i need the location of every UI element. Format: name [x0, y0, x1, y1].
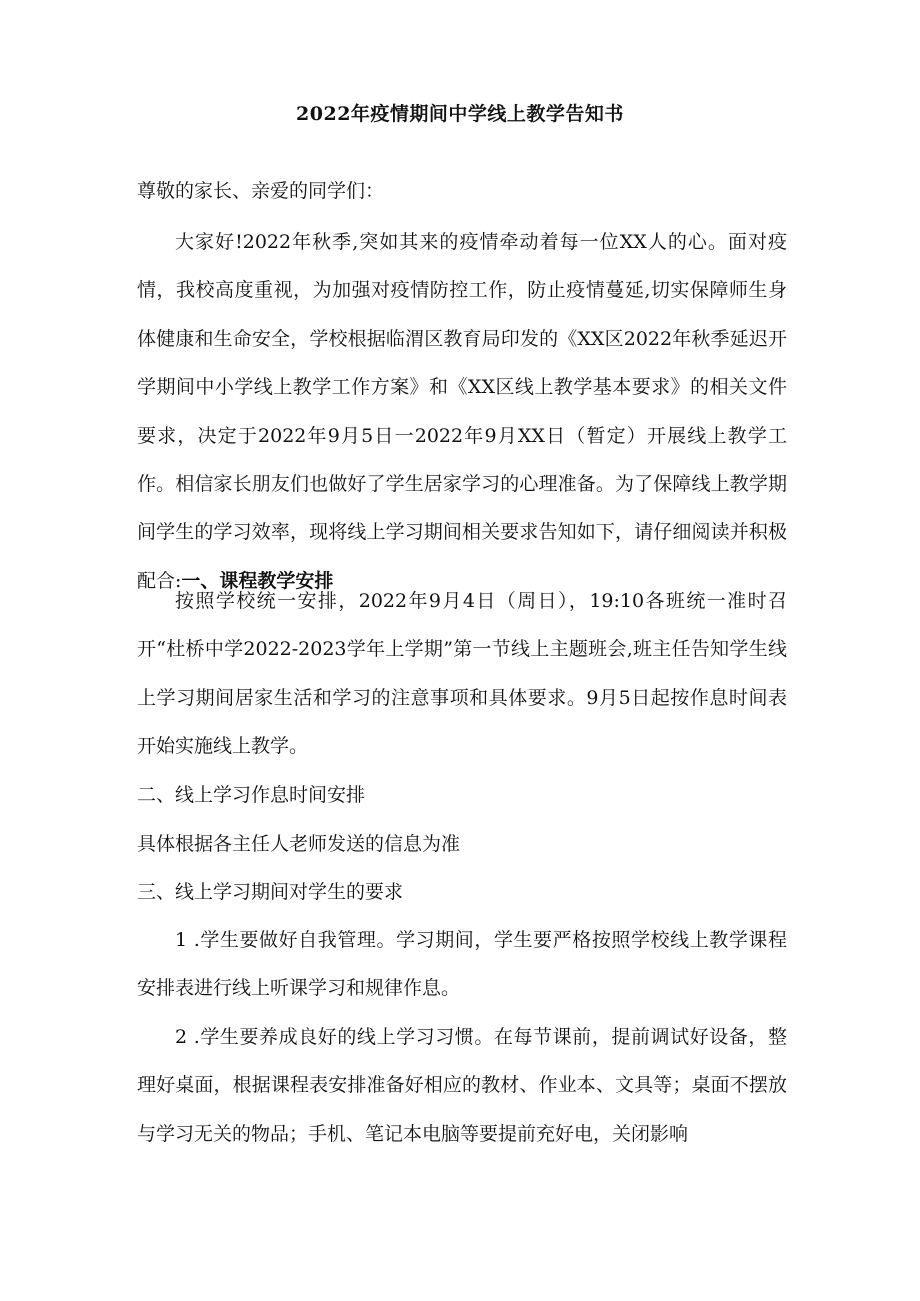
requirement-item-1: 1 .学生要做好自我管理。学习期间，学生要严格按照学校线上教学课程安排表进行线上听课学习和规律作息。 — [137, 929, 787, 1000]
section2-heading: 二、线上学习作息时间安排 — [137, 784, 366, 806]
salutation: 尊敬的家长、亲爱的同学们： — [137, 180, 385, 202]
intro-text: 大家好!2022年秋季,突如其来的疫情牵动着每一位XX人的心。面对疫情，我校高度重视，为加强对疫情防控工作，防止疫情蔓延,切实保障师生身体健康和生命安全，学校根据临渭区教育局印发的《XX区2022年秋季延迟开学期间中小学线上教学工作方案》和《XX区线上教学基本要求》的相关文件要求，决定于2022年9月5日一2022年9月XX日（暂定）开展线上教学工作。相信家长朋友们也做好了学生居家学习的心理准备。为了保障线上教学期间学生的学习效率，现将线上学习期间相关要求告知如下，请仔细阅读并积极配合: — [137, 231, 787, 592]
requirement-item-2: 2 .学生要养成良好的线上学习习惯。在每节课前，提前调试好设备，整理好桌面，根据课程表安排准备好相应的教材、作业本、文具等；桌面不摆放与学习无关的物品；手机、笔记本电脑等要提前充好电，关闭影响 — [137, 1026, 787, 1145]
section3-heading: 三、线上学习期间对学生的要求 — [137, 881, 404, 903]
intro-paragraph — [137, 218, 787, 605]
document-title: 2022年疫情期间中学线上教学告知书 — [296, 103, 624, 125]
section1-heading: 一、课程教学安排 — [181, 569, 334, 592]
section2-text: 具体根据各主任人老师发送的信息为准 — [137, 833, 461, 855]
section1-text: 按照学校统一安排，2022年9月4日（周日），19:10各班统一准时召开“杜桥中学2022-2023学年上学期”第一节线上主题班会,班主任告知学生线上学习期间居家生活和学习的注意事项和具体要求。9月5日起按作息时间表开始实施线上教学。 — [137, 590, 787, 758]
